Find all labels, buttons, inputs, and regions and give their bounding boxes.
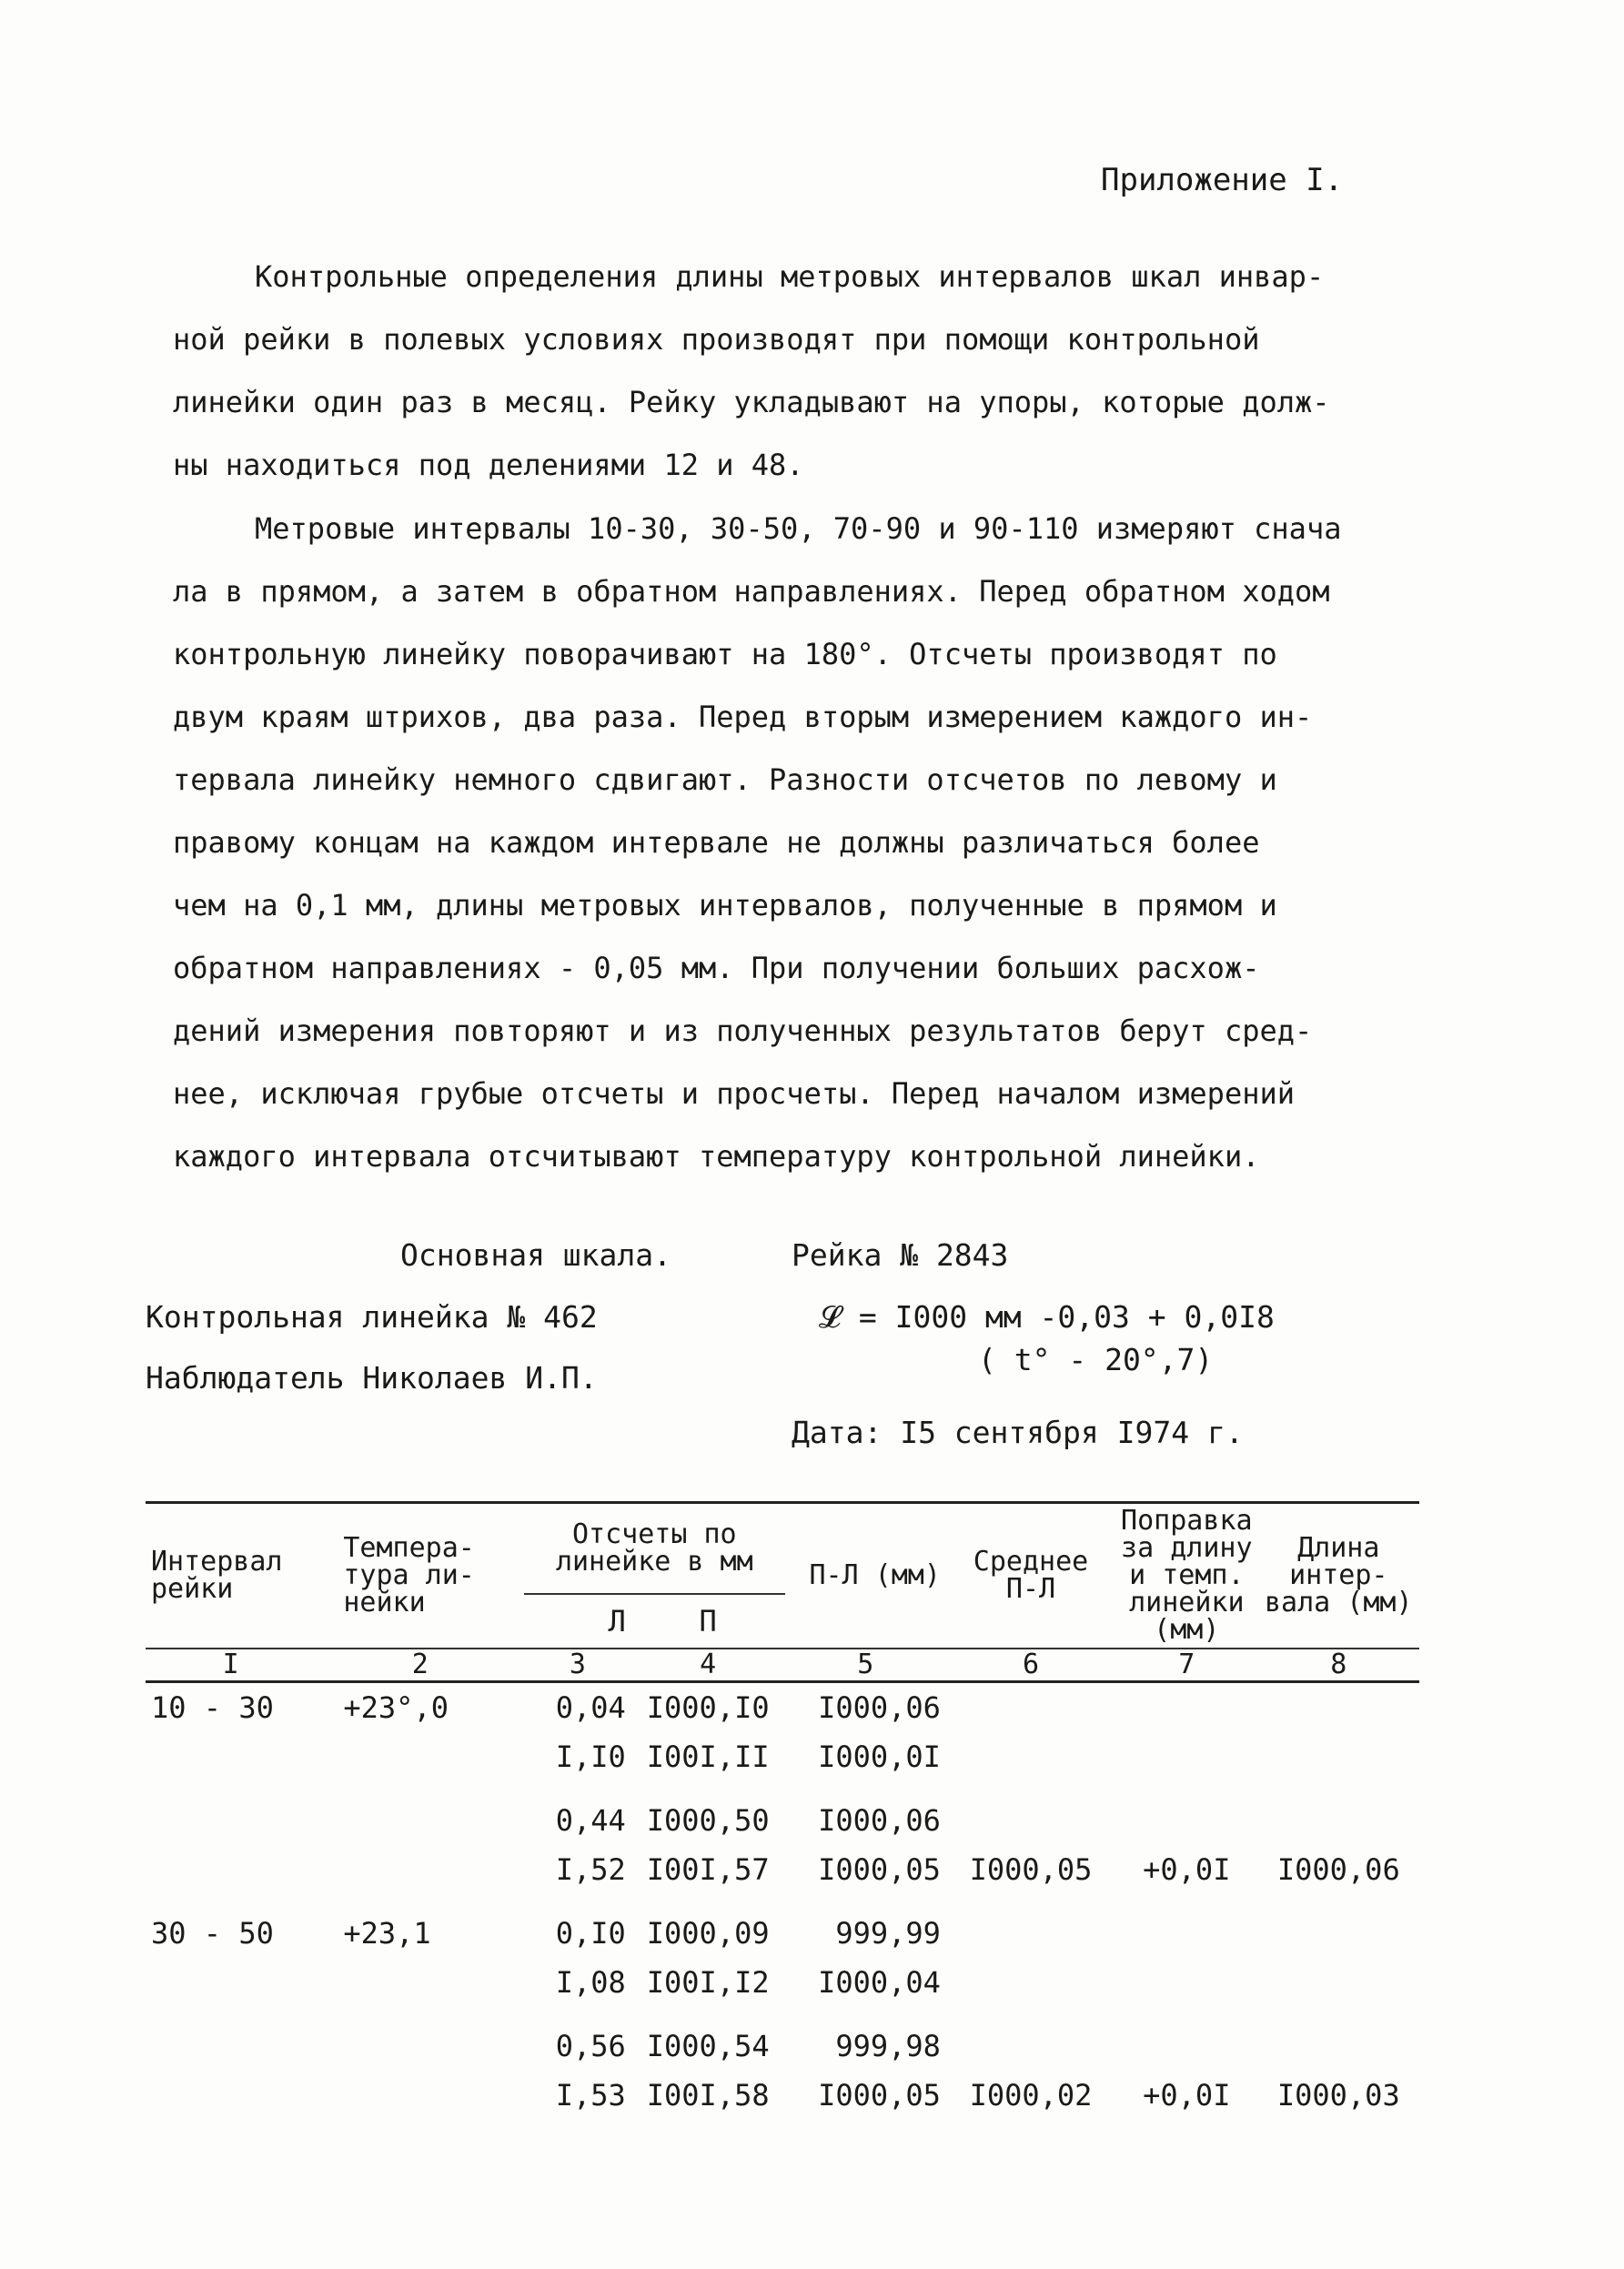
cell-length [1258,1909,1419,1958]
cell-temperature [316,1796,524,1845]
header-right: П [631,1594,785,1649]
cell-length [1258,1682,1419,1733]
cell-left: I,I0 [555,1740,626,1774]
paragraph-line: линейки один раз в месяц. Рейку укладывают на упоры, которые долж- [173,385,1330,419]
cell-temperature: +23°,0 [343,1690,449,1725]
cell-temperature [316,1732,524,1781]
table-row [146,2071,1419,2120]
cell-left: 0,04 [555,1690,626,1725]
cell-diff: I000,06 [818,1803,941,1838]
row-spacer [146,2007,1419,2022]
header-diff: П-Л (мм) [785,1503,946,1649]
table-row [146,1845,1419,1894]
paragraph-1 [173,246,1465,497]
cell-mean [946,1796,1115,1845]
column-number: 8 [1258,1649,1419,1682]
appendix-label: Приложение I. [1101,162,1344,198]
cell-temperature: +23,1 [343,1916,431,1951]
column-number: 6 [946,1649,1115,1682]
table-row [146,1958,1419,2007]
header-readings: Отсчеты по линейке в мм [524,1503,784,1595]
header-mean: Среднее П-Л [946,1503,1115,1649]
header-length: Длина интер-вала (мм) [1258,1503,1419,1649]
cell-mean: I000,02 [969,2078,1093,2113]
formula-line-2: ( t° - 20°,7) [978,1342,1214,1377]
spacer-cell [146,2007,1419,2022]
cell-right: I000,50 [646,1803,770,1838]
cell-temperature [316,1958,524,2007]
paragraph-line: ной рейки в полевых условиях производят при помощи контрольной [173,322,1260,357]
row-spacer [146,1781,1419,1796]
cell-length [1258,2022,1419,2071]
cell-diff: 999,98 [835,2029,941,2063]
cell-right: I00I,58 [646,2078,770,2113]
cell-interval [146,1796,316,1845]
header-temperature: Темпера-тура ли-нейки [316,1503,524,1649]
cell-interval: 10 - 30 [151,1690,274,1725]
spacer-cell [146,1894,1419,1909]
cell-left: 0,56 [555,2029,626,2063]
cell-interval [146,1958,316,2007]
cell-correction [1115,1682,1258,1733]
header-correction: Поправка за длину и темп. линейки (мм) [1115,1503,1258,1649]
cell-left: 0,I0 [555,1916,626,1951]
formula-line-1: 𝓛 = I000 мм -0,03 + 0,0I8 [819,1299,1275,1335]
cell-correction [1115,1958,1258,2007]
column-numbers-row [146,1649,1419,1682]
cell-correction [1115,2022,1258,2071]
table-row [146,1732,1419,1781]
cell-length [1258,1796,1419,1845]
cell-diff: 999,99 [835,1916,941,1951]
cell-interval [146,2022,316,2071]
cell-length [1258,1958,1419,2007]
cell-left: I,52 [555,1852,626,1887]
cell-right: I00I,I2 [646,1965,770,2000]
cell-temperature [316,2071,524,2120]
cell-diff: I000,0I [818,1740,941,1774]
table-row [146,1682,1419,1733]
cell-right: I000,I0 [646,1690,770,1725]
cell-right: I00I,57 [646,1852,770,1887]
paragraph-line: нее, исключая грубые отсчеты и просчеты. Перед началом измерений [173,1076,1295,1111]
column-number: I [146,1649,316,1682]
cell-diff: I000,05 [818,2078,941,2113]
table-row [146,1796,1419,1845]
cell-left: 0,44 [555,1803,626,1838]
column-number: 2 [316,1649,524,1682]
cell-left: I,08 [555,1965,626,2000]
cell-correction [1115,1732,1258,1781]
cell-mean [946,1732,1115,1781]
column-number: 4 [631,1649,785,1682]
paragraph-line: Метровые интервалы 10-30, 30-50, 70-90 и 90-110 измеряют снача [255,511,1342,546]
row-spacer [146,1894,1419,1909]
paragraph-line: ла в прямом, а затем в обратном направлениях. Перед обратном ходом [173,574,1330,609]
column-number: 7 [1115,1649,1258,1682]
paragraph-line: чем на 0,1 мм, длины метровых интервалов, полученные в прямом и [173,888,1277,923]
cell-correction [1115,1796,1258,1845]
header-left: Л [524,1594,631,1649]
cell-mean: I000,05 [969,1852,1093,1887]
cell-diff: I000,06 [818,1690,941,1725]
paragraph-line: дений измерения повторяют и из полученных результатов берут сред- [173,1013,1313,1048]
rod-number: Рейка № 2843 [792,1237,1009,1273]
cell-mean [946,1958,1115,2007]
cell-interval: 30 - 50 [151,1916,274,1951]
cell-right: I000,54 [646,2029,770,2063]
measurements-table [146,1501,1419,2120]
cell-interval [146,2071,316,2120]
observer-name: Наблюдатель Николаев И.П. [146,1360,598,1396]
cell-interval [146,1732,316,1781]
cell-diff: I000,04 [818,1965,941,2000]
ruler-number: Контрольная линейка № 462 [146,1299,598,1335]
date-label: Дата: I5 сентября I974 г. [792,1415,1244,1450]
table-row [146,2022,1419,2071]
column-number: 5 [785,1649,946,1682]
spacer-cell [146,1781,1419,1796]
paragraph-line: правому концам на каждом интервале не должны различаться более [173,825,1260,860]
paragraph-line: ны находиться под делениями 12 и 48. [173,448,804,482]
cell-length [1258,1732,1419,1781]
cell-length: I000,06 [1276,1852,1400,1887]
cell-length: I000,03 [1276,2078,1400,2113]
cell-temperature [316,2022,524,2071]
paragraph-line: двум краям штрихов, два раза. Перед вторым измерением каждого ин- [173,700,1313,734]
paragraph-line: обратном направлениях - 0,05 мм. При получении больших расхож- [173,951,1260,985]
cell-correction: +0,0I [1143,1852,1231,1887]
cell-right: I000,09 [646,1916,770,1951]
paragraph-line: тервала линейку немного сдвигают. Разности отсчетов по левому и [173,762,1277,797]
cell-diff: I000,05 [818,1852,941,1887]
paragraph-2 [173,498,1465,1188]
cell-right: I00I,II [646,1740,770,1774]
cell-left: I,53 [555,2078,626,2113]
cell-temperature [316,1845,524,1894]
cell-mean [946,2022,1115,2071]
cell-mean [946,1909,1115,1958]
cell-correction: +0,0I [1143,2078,1231,2113]
paragraph-line: контрольную линейку поворачивают на 180°. Отсчеты производят по [173,637,1277,671]
table-row [146,1909,1419,1958]
header-interval: Интервал рейки [146,1503,316,1649]
paragraph-line: каждого интервала отсчитывают температуру контрольной линейки. [173,1139,1260,1174]
column-number: 3 [524,1649,631,1682]
cell-interval [146,1845,316,1894]
cell-correction [1115,1909,1258,1958]
cell-mean [946,1682,1115,1733]
paragraph-line: Контрольные определения длины метровых интервалов шкал инвар- [255,259,1325,294]
scale-label: Основная шкала. [400,1237,672,1273]
